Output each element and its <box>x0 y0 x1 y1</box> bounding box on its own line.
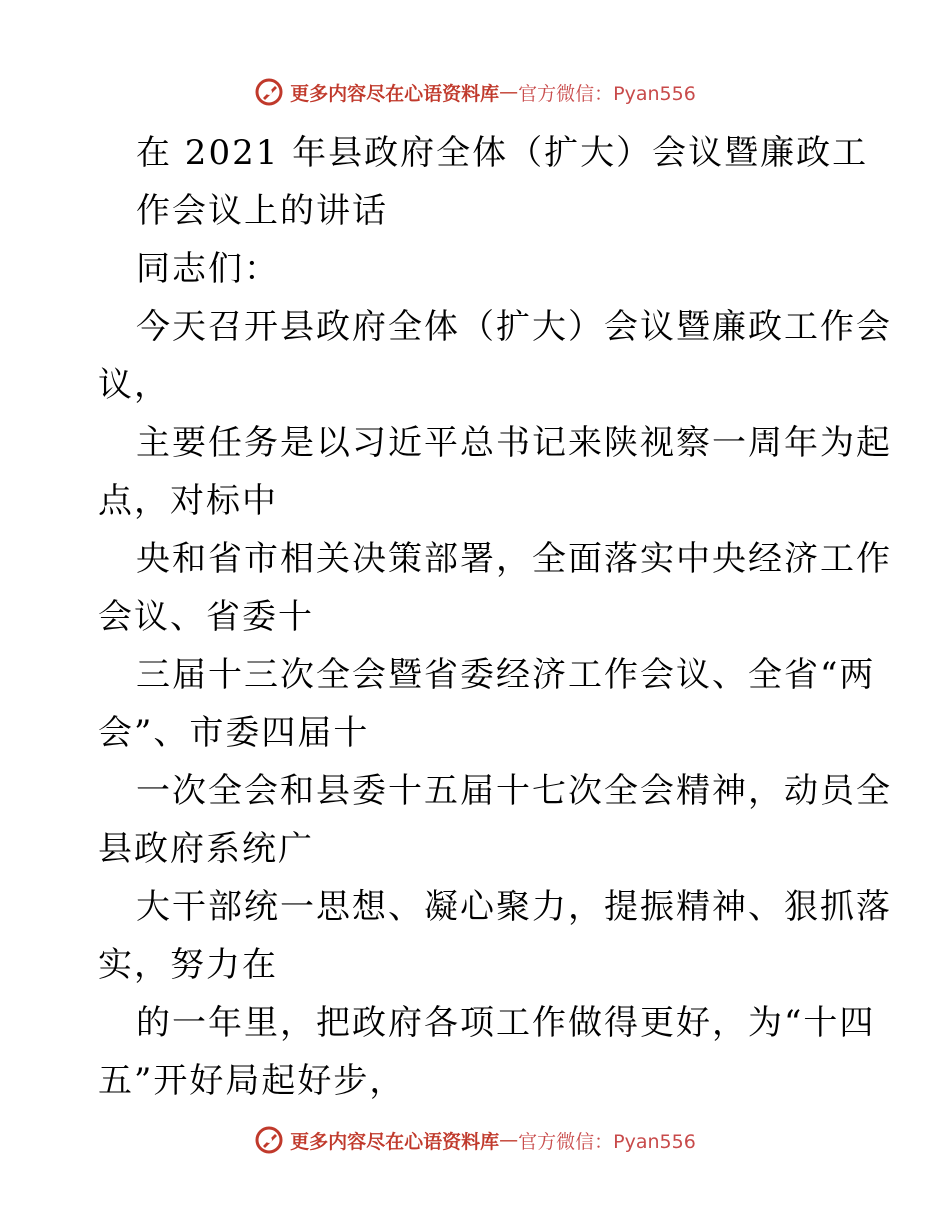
paragraph-line: 点，对标中 <box>98 481 278 521</box>
banner-main-text: 更多内容尽在心语资料库 <box>290 1130 500 1153</box>
paragraph-line: 会”、市委四届十 <box>98 713 370 753</box>
banner-wechat-text: 官方微信：Pyan556 <box>518 1130 696 1153</box>
paragraph-line: 一次全会和县委十五届十七次全会精神，动员全 <box>136 771 892 811</box>
pen-logo-icon <box>254 77 284 107</box>
document-body <box>98 124 892 1110</box>
paragraph-line: 实，努力在 <box>98 945 278 985</box>
banner-main-text: 更多内容尽在心语资料库 <box>290 82 500 105</box>
header-watermark-banner <box>0 72 950 112</box>
banner-dash: — <box>499 81 519 103</box>
paragraph-line: 县政府系统广 <box>98 829 314 869</box>
paragraph-line: 会议、省委十 <box>98 597 314 637</box>
document-title-line-1: 在 2021 年县政府全体（扩大）会议暨廉政工 <box>136 133 869 173</box>
footer-watermark-banner <box>0 1120 950 1160</box>
paragraph-line: 今天召开县政府全体（扩大）会议暨廉政工作会 <box>136 307 892 347</box>
paragraph-line: 议， <box>98 365 170 405</box>
paragraph-line: 主要任务是以习近平总书记来陕视察一周年为起 <box>136 423 892 463</box>
pen-logo-icon <box>254 1125 284 1155</box>
paragraph-line: 央和省市相关决策部署，全面落实中央经济工作 <box>136 539 892 579</box>
paragraph-line: 的一年里，把政府各项工作做得更好，为“十四 <box>136 1003 876 1043</box>
paragraph-line: 三届十三次全会暨省委经济工作会议、全省“两 <box>136 655 876 695</box>
banner-wechat-text: 官方微信：Pyan556 <box>518 82 696 105</box>
document-title-line-2: 作会议上的讲话 <box>136 191 388 231</box>
paragraph-line: 五”开好局起好步， <box>98 1061 406 1101</box>
salutation: 同志们： <box>136 249 280 289</box>
banner-dash: — <box>499 1129 519 1151</box>
paragraph-line: 大干部统一思想、凝心聚力，提振精神、狠抓落 <box>136 887 892 927</box>
